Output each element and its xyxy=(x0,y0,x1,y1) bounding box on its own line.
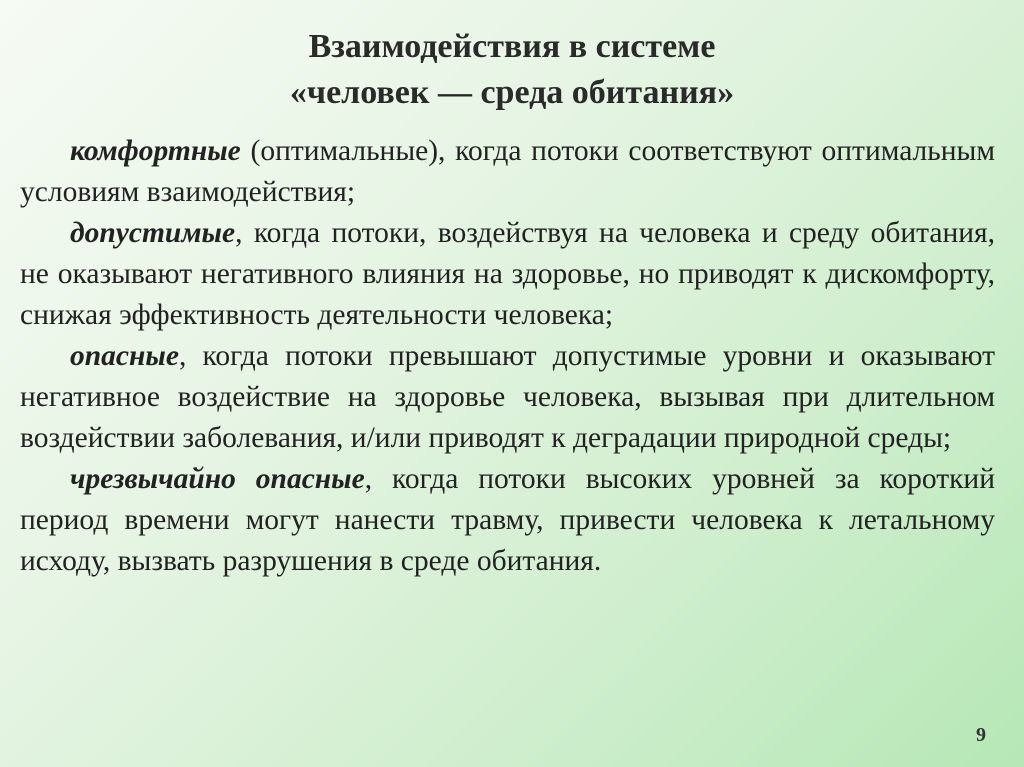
bullet-term: комфортные xyxy=(70,135,241,167)
page-number: 9 xyxy=(976,724,986,746)
bullet-text: , когда потоки высоких уровней за короткий период времени могут нанести травму, привести человека к летальному исходу, вызвать разрушения в среде обитания. xyxy=(20,463,996,577)
bullet-term: чрезвычайно опасные xyxy=(70,463,365,495)
bullet-item-comfortable xyxy=(20,131,995,213)
bullet-text: , когда потоки, воздействуя на человека и среду обитания, не оказывают негативного влияния на здоровье, но приводят к дискомфорту, снижая эффективность деятельности человека; xyxy=(20,217,995,331)
bullet-term: допустимые xyxy=(70,217,236,249)
bullet-list xyxy=(20,131,995,582)
bullet-item-permissible xyxy=(20,213,995,336)
bullet-text: , когда потоки превышают допустимые уровни и оказывают негативное воздействие на здоровье человека, вызывая при длительном воздействии заболевания, и/или приводят к деградации природной среды; xyxy=(20,340,995,454)
bullet-item-dangerous xyxy=(20,336,995,459)
bullet-item-extremely-dangerous xyxy=(20,459,995,582)
slide-title xyxy=(0,24,1024,116)
bullet-text: (оптимальные), когда потоки соответствуют оптимальным условиям взаимодействия; xyxy=(20,135,995,208)
title-line-2: «человек — среда обитания» xyxy=(289,74,735,111)
title-line-1: Взаимодействия в системе xyxy=(308,28,716,65)
bullet-term: опасные xyxy=(70,340,179,372)
